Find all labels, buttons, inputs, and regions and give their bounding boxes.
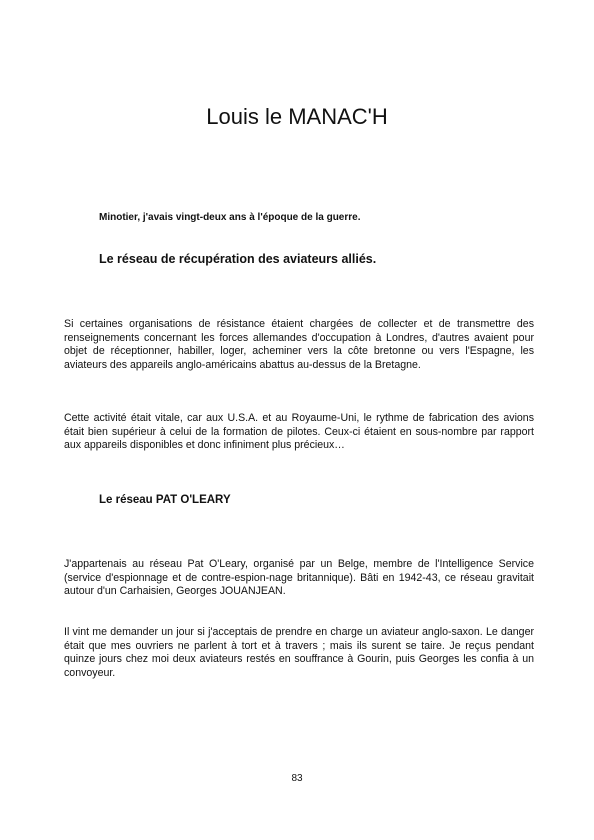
paragraph-organisations: Si certaines organisations de résistance étaient chargées de collecter et de transmettre des renseignements concernant les forces allemandes d'occupation à Londres, d'autres avaient pour objet de réceptionner, habiller, loger, acheminer vers la côte bretonne ou vers l'Espagne, les aviateurs des appareils anglo-américains abattus au-dessus de la Bretagne. xyxy=(64,318,534,371)
page-number: 83 xyxy=(291,773,303,784)
page-title: Louis le MANAC'H xyxy=(206,104,388,129)
paragraph-reseau: J'appartenais au réseau Pat O'Leary, organisé par un Belge, membre de l'Intelligence Service (service d'espionnage et de contre-espion-nage britannique). Bâti en 1942-43, ce réseau gravitait autour d'un Carhaisien, Georges JOUANJEAN. xyxy=(64,558,534,597)
paragraph-activite: Cette activité était vitale, car aux U.S.A. et au Royaume-Uni, le rythme de fabrication des avions était bien supérieur à celui de la formation de pilotes. Ceux-ci étaient en sous-nombre par rapport aux appareils disponibles et donc infiniment plus précieux… xyxy=(64,412,534,451)
section-heading-pat-oleary: Le réseau PAT O'LEARY xyxy=(99,494,231,506)
paragraph-aviateurs: Il vint me demander un jour si j'acceptais de prendre en charge un aviateur anglo-saxon. Le danger était que mes ouvriers ne parlent à tort et à travers ; mais ils surent se taire. Je reçus pendant quinze jours chez moi deux aviateurs restés en souffrance à Gourin, puis Georges les confia à un convoyeur. xyxy=(64,626,534,679)
intro-line: Minotier, j'avais vingt-deux ans à l'époque de la guerre. xyxy=(99,212,361,223)
section-heading-recuperation: Le réseau de récupération des aviateurs alliés. xyxy=(99,252,377,266)
